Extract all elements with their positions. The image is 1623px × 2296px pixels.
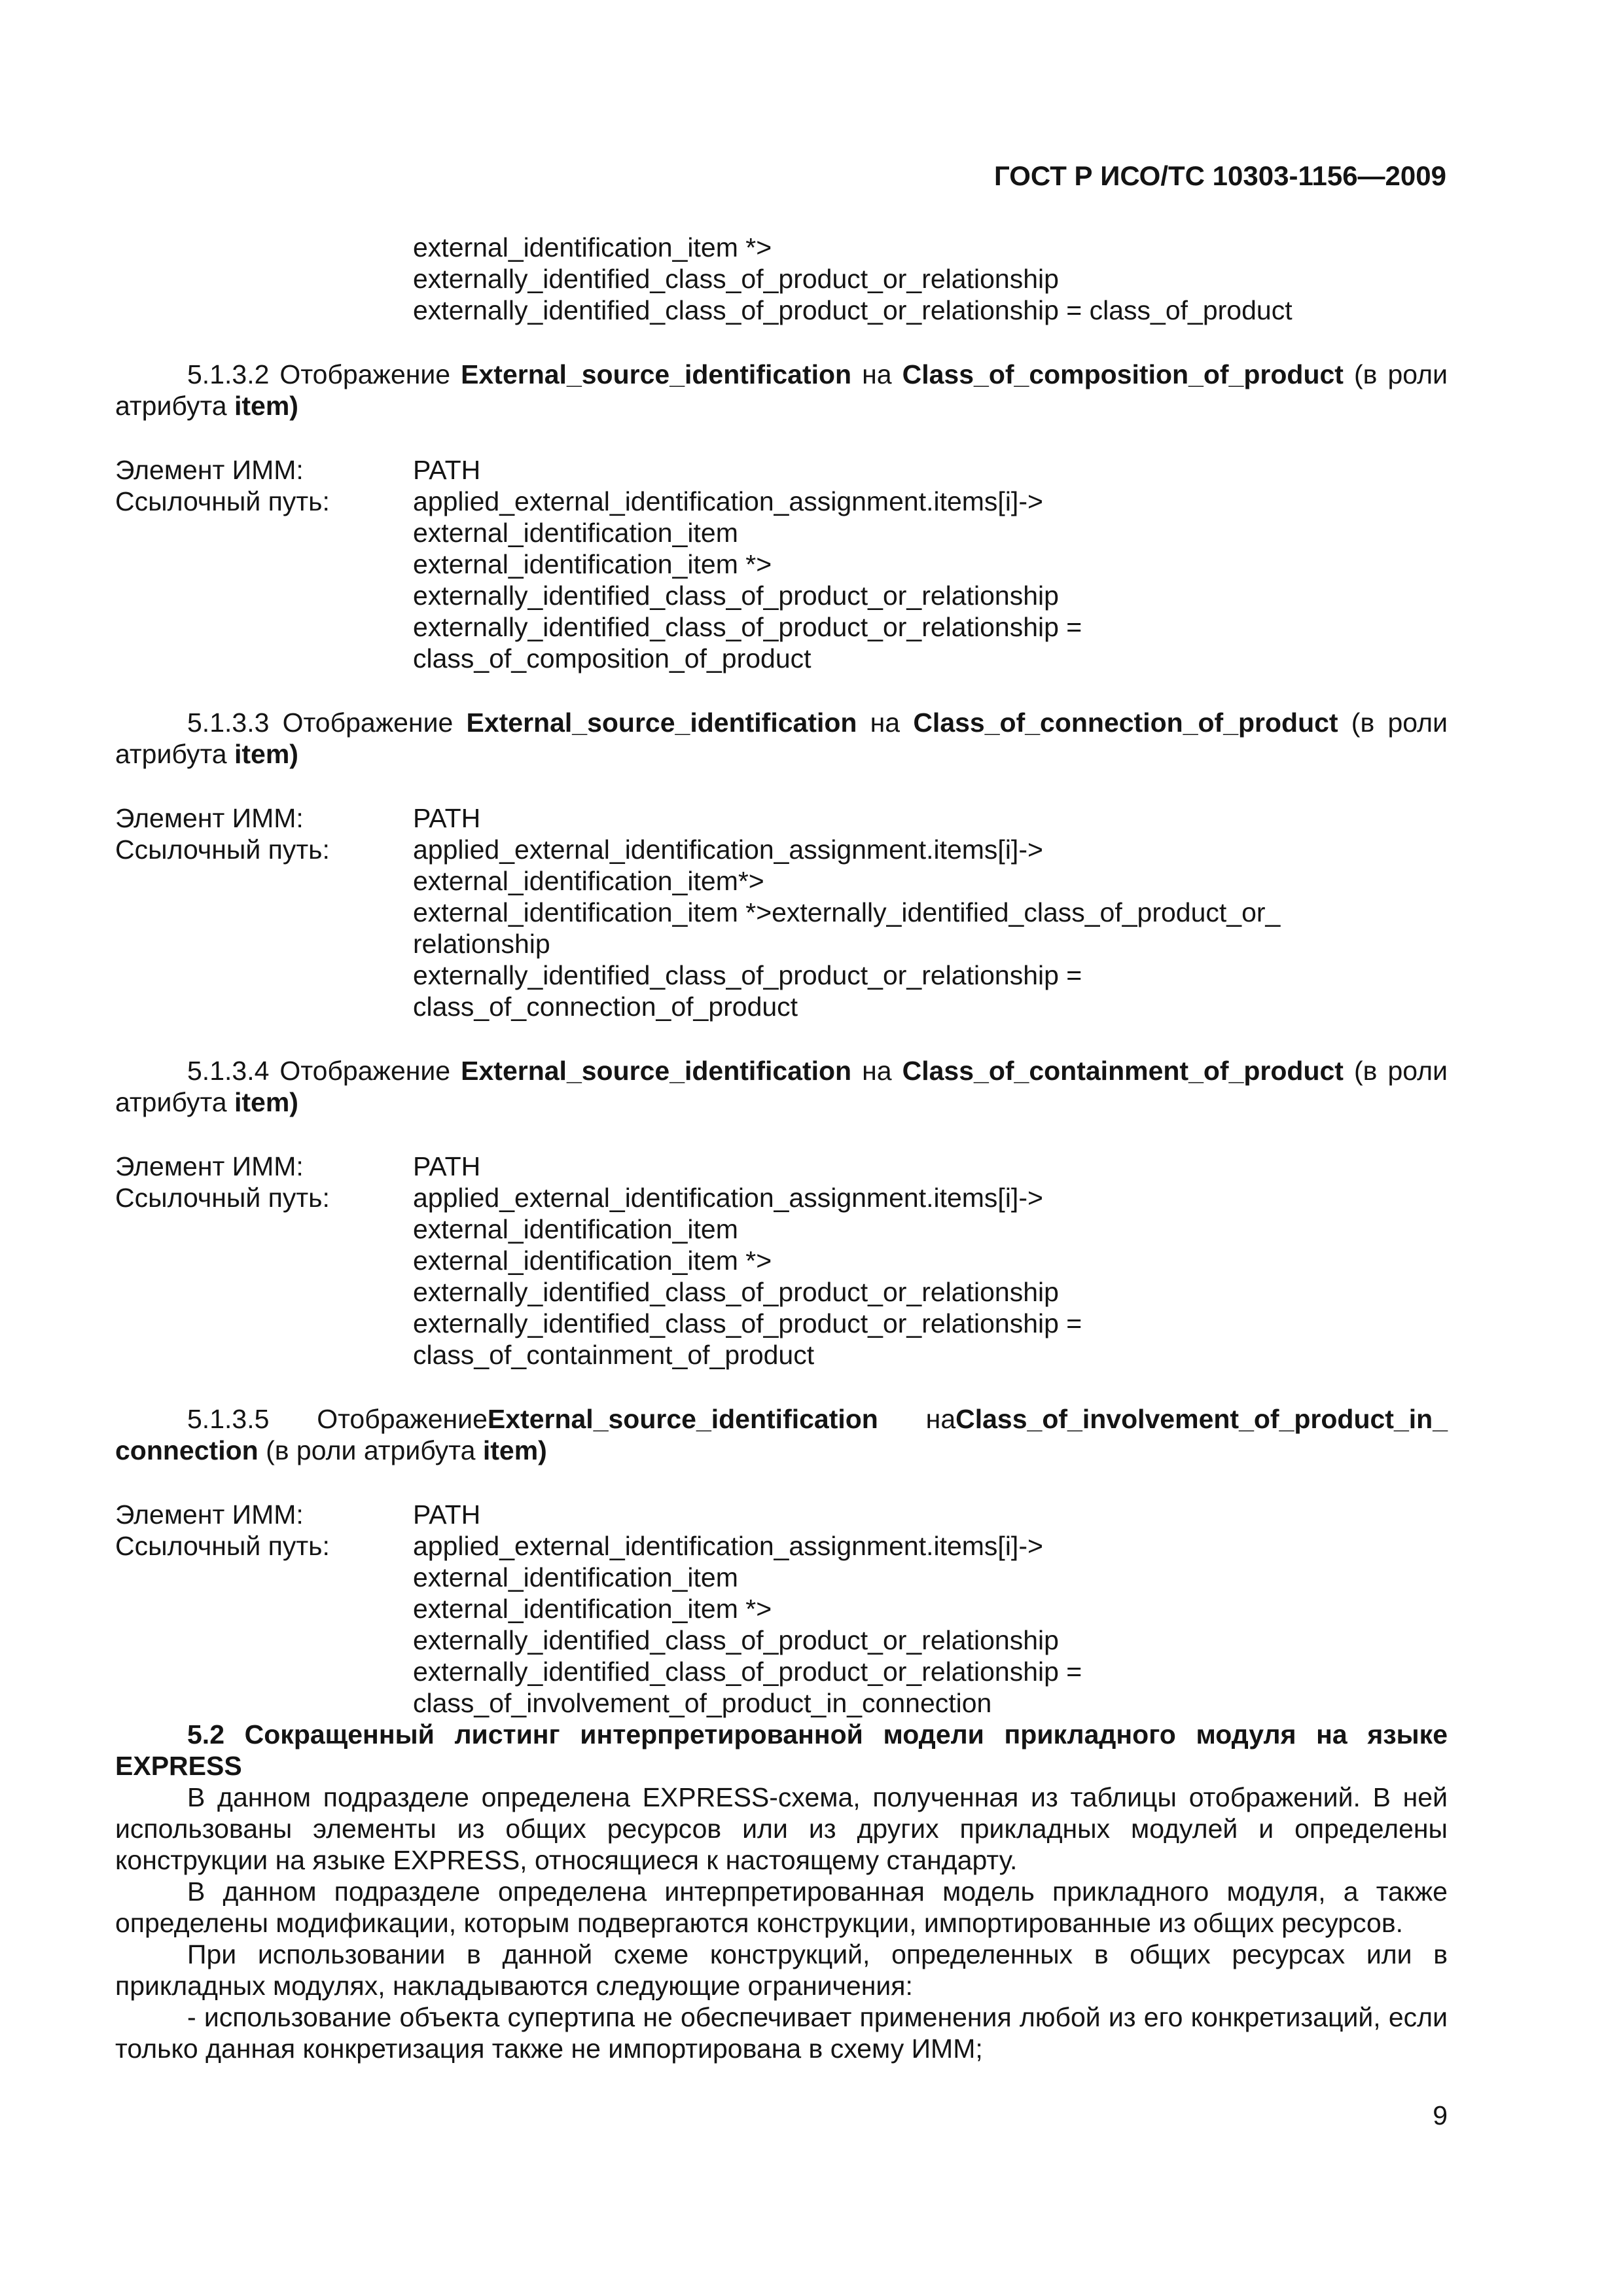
mapping-heading-5-1-3-2 [115,359,1448,422]
element-value: PATH [413,1151,481,1181]
on-word: на [862,1056,892,1086]
path-line: class_of_composition_of_product [413,643,812,673]
path-line: external_identification_item *> [413,1246,772,1276]
path-line: applied_external_identification_assignment.items[i]-> [413,1531,1043,1561]
element-value: PATH [413,455,481,485]
element-label: Элемент ИММ: [115,1499,304,1530]
mapping-table-5-1-3-3 [115,802,1448,1022]
mapping-heading-5-1-3-5 [115,1403,1448,1466]
mapping-heading-5-1-3-4 [115,1055,1448,1118]
source-entity: External_source_identification [466,708,857,738]
element-row [115,454,1448,486]
source-entity: External_source_identification [461,359,852,389]
on-word: на [862,359,892,389]
ref-path-value [413,834,1448,1022]
clause-number: 5.1.3.3 [187,708,270,738]
path-line: external_identification_item*> [413,866,764,896]
ref-path-row [115,834,1448,1022]
path-line: applied_external_identification_assignment.items[i]-> [413,1183,1043,1213]
path-line: external_identification_item *> [413,1594,772,1624]
path-line: class_of_involvement_of_product_in_connection [413,1688,992,1718]
element-row [115,802,1448,834]
path-line: class_of_containment_of_product [413,1340,815,1370]
ref-path-value [413,1182,1448,1371]
path-line: externally_identified_class_of_product_or_relationship [413,1625,1059,1655]
path-line: externally_identified_class_of_product_or_relationship = [413,1657,1082,1687]
role-text: роли атрибута [115,1056,1448,1117]
path-line: applied_external_identification_assignment.items[i]-> [413,486,1043,516]
section-paragraph: При использовании в данной схеме конструкций, определенных в общих ресурсах или в прикладных модулях, накладываются следующие ограничения: [115,1939,1448,2001]
section-paragraph: В данном подразделе определена EXPRESS-схема, полученная из таблицы отображений. В ней использованы элементы из общих ресурсов или из других прикладных модулей и определены конструкции на языке EXPRESS, относящиеся к настоящему стандарту. [115,1782,1448,1875]
path-line: applied_external_identification_assignment.items[i]-> [413,834,1043,865]
ref-path-row [115,1530,1448,1719]
mapping-word: Отображение [279,1056,451,1086]
clause-number: 5.1.3.4 [187,1056,270,1086]
ref-path-label: Ссылочный путь: [115,486,330,516]
ref-path-row [115,486,1448,674]
element-label: Элемент ИММ: [115,1151,304,1181]
element-label: Элемент ИММ: [115,455,304,485]
clause-number: 5.1.3.2 [187,359,270,389]
path-line: externally_identified_class_of_product_or_relationship = [413,1308,1082,1338]
element-row [115,1151,1448,1182]
mapping-word: Отображение [279,359,451,389]
mapping-table-5-1-3-2 [115,454,1448,674]
mapping-table-5-1-3-5 [115,1499,1448,1719]
restriction-list-item: - использование объекта супертипа не обеспечивает применения любой из его конкретизаций, если только данная конкретизация также не импортирована в схему ИММ; [115,2002,1448,2064]
role-open: (в [1351,708,1375,738]
path-line: externally_identified_class_of_product_or_relationship [413,1277,1059,1307]
element-row [115,1499,1448,1530]
section-paragraph: В данном подразделе определена интерпретированная модель прикладного модуля, а также определены модификации, которым подвергаются конструкции, импортированные из общих ресурсов. [115,1876,1448,1938]
section-5-2-title: 5.2 Сокращенный листинг интерпретированной модели прикладного модуля на языке EXPRESS [115,1719,1448,1781]
path-line: external_identification_item *> [413,232,772,262]
ref-path-label: Ссылочный путь: [115,834,330,865]
element-value: PATH [413,803,481,833]
role-text: роли атрибута [115,359,1448,421]
role-open: (в [1354,1056,1378,1086]
path-line: external_identification_item *> [413,549,772,579]
on-word: на [870,708,901,738]
ref-path-row [115,1182,1448,1371]
role-text: роли атрибута [115,708,1448,769]
ref-path-value [413,486,1448,674]
clause-number: 5.1.3.5 [187,1404,270,1434]
source-entity: External_source_identification [461,1056,852,1086]
path-line: external_identification_item [413,1214,738,1244]
role-open: (в [1353,359,1378,389]
path-line: externally_identified_class_of_product_or_relationship = [413,960,1082,990]
path-line: externally_identified_class_of_product_or_relationship [413,581,1059,611]
path-line: relationship [413,929,550,959]
role-attribute: item) [234,739,298,769]
page-number: 9 [1433,2100,1448,2130]
ref-path-label: Ссылочный путь: [115,1183,330,1213]
mapping-table-5-1-3-4 [115,1151,1448,1371]
target-entity-continued: connection [115,1435,259,1465]
ref-path-value [413,1530,1448,1719]
target-entity: Class_of_involvement_of_product_in_ [955,1404,1448,1434]
element-label: Элемент ИММ: [115,803,304,833]
top-path-continuation [413,232,1448,326]
source-entity: External_source_identification [487,1404,878,1434]
role-attribute: item) [482,1435,547,1465]
target-entity: Class_of_composition_of_product [902,359,1344,389]
role-attribute: item) [234,391,298,421]
role-text: (в роли атрибута [266,1435,476,1465]
mapping-word: Отображение [282,708,454,738]
page-content [115,232,1448,2064]
path-line: externally_identified_class_of_product_or_relationship [413,264,1059,294]
on-word: на [925,1404,956,1434]
role-attribute: item) [234,1087,298,1117]
mapping-word: Отображение [317,1404,488,1434]
path-line: external_identification_item [413,1562,738,1592]
element-value: PATH [413,1499,481,1530]
path-line: externally_identified_class_of_product_or_relationship = [413,612,1082,642]
path-line: externally_identified_class_of_product_or_relationship = class_of_product [413,295,1293,325]
path-line: external_identification_item [413,518,738,548]
document-standard-id: ГОСТ Р ИСО/ТС 10303-1156—2009 [993,160,1446,191]
target-entity: Class_of_connection_of_product [913,708,1338,738]
mapping-heading-5-1-3-3 [115,707,1448,770]
path-line: external_identification_item *>externally_identified_class_of_product_or_ [413,897,1281,927]
target-entity: Class_of_containment_of_product [902,1056,1344,1086]
path-line: class_of_connection_of_product [413,992,798,1022]
ref-path-label: Ссылочный путь: [115,1531,330,1561]
